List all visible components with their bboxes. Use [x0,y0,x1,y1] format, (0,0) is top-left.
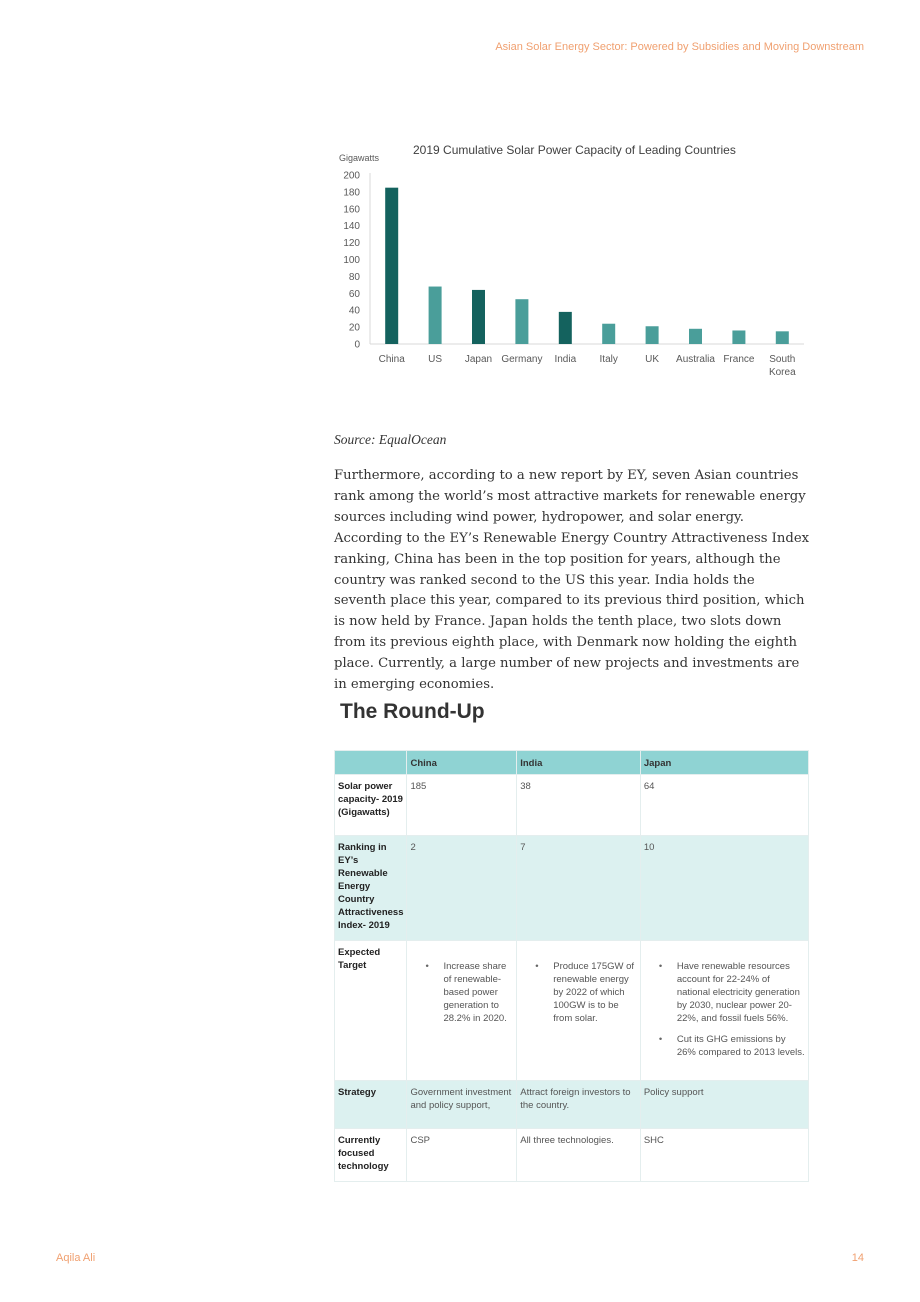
x-tick-label: France [723,354,755,365]
table-header-row [335,751,809,775]
table-row [335,775,809,836]
table-cell: All three technologies. [517,1129,641,1182]
x-tick-label: Japan [464,354,493,365]
y-tick-label: 140 [343,221,360,233]
row-label: Strategy [335,1081,407,1129]
row-label: Solar power capacity- 2019 (Gigawatts) [335,775,407,836]
y-tick-label: 160 [343,204,360,216]
chart-source: Source: EqualOcean [334,432,447,447]
y-tick-label: 80 [348,271,360,283]
bar [646,326,659,344]
table-cell: 2 [407,836,517,941]
list-item: • Cut its GHG emissions by 26% compared to 2013 levels. [677,1033,805,1059]
table-cell [407,941,517,1081]
row-label: Expected Target [335,941,407,1081]
bullet-list [520,960,637,1025]
bar [689,329,702,344]
header-cell-india: India [517,751,641,775]
x-tick-label: Italy [599,354,618,365]
section-heading: The Round-Up [340,700,485,723]
table-cell: 64 [640,775,808,836]
table-row [335,1081,809,1129]
y-tick-label: 200 [343,170,360,182]
chart-title: 2019 Cumulative Solar Power Capacity of Leading Countries [413,143,736,157]
row-label: Currently focused technology [335,1129,407,1182]
x-tick-label: India [554,354,577,365]
body-paragraph: Furthermore, according to a new report by EY, seven Asian countries rank among the world’s most attractive markets for renewable energy sources including wind power, hydropower, and solar energy. According to the EY’s Renewable Energy Country Attractiveness Index ranking, China has been in the top position for years, although the country was ranked second to the US this year. India holds the seventh place this year, compared to its previous third position, which is now held by France. Japan holds the tenth place, two slots down from its previous eighth place, with Denmark now holding the eighth place. Currently, a large number of new projects and investments are in emerging economies. [334,468,810,693]
bar-chart [334,138,804,388]
footer-author: Aqila Ali [56,1252,96,1264]
x-tick-label: Germany [501,354,543,365]
table-cell [640,941,808,1081]
bar [515,299,528,344]
bar [472,290,485,344]
table-cell: 185 [407,775,517,836]
list-item: • Produce 175GW of renewable energy by 2022 of which 100GW is to be from solar. [553,960,637,1025]
bar [776,331,789,344]
table-cell: SHC [640,1129,808,1182]
table-cell: 10 [640,836,808,941]
y-tick-label: 40 [348,305,360,317]
y-axis-label: Gigawatts [339,153,380,163]
header-cell-japan: Japan [640,751,808,775]
table-cell: CSP [407,1129,517,1182]
header-cell-china: China [407,751,517,775]
page-number: 14 [851,1252,864,1264]
bar [602,324,615,344]
roundup-table [334,750,809,1182]
y-tick-label: 100 [343,255,360,266]
running-header: Asian Solar Energy Sector: Powered by Subsidies and Moving Downstream [495,41,864,53]
table-row [335,1129,809,1182]
y-tick-label: 0 [354,339,360,351]
row-label: Ranking in EY’s Renewable Energy Country Attractiveness Index- 2019 [335,836,407,941]
bar [559,312,572,344]
table-cell: Attract foreign investors to the country. [517,1081,641,1129]
y-tick-label: 20 [348,322,360,334]
y-tick-label: 180 [343,187,360,199]
bar [385,188,398,344]
header-cell [335,751,407,775]
y-tick-label: 60 [348,288,360,300]
list-item: • Increase share of renewable-based power generation to 28.2% in 2020. [443,960,513,1025]
x-tick-label: South Korea [768,354,796,378]
bullet-list [410,960,513,1025]
table-cell: 38 [517,775,641,836]
table-cell: Policy support [640,1081,808,1129]
x-tick-label: US [428,354,443,365]
bar [429,287,442,344]
table-row [335,941,809,1081]
x-tick-label: UK [645,354,660,365]
y-tick-label: 120 [343,238,360,250]
table-cell [517,941,641,1081]
chart-svg [334,138,804,388]
table-cell: 7 [517,836,641,941]
bullet-list [644,960,805,1059]
table-row [335,836,809,941]
bar [732,330,745,344]
table-cell: Government investment and policy support, [407,1081,517,1129]
x-tick-label: China [378,354,405,365]
x-tick-label: Australia [676,354,715,365]
list-item: • Have renewable resources account for 22-24% of national electricity generation by 2030, nuclear power 20-22%, and fossil fuels 56%. [677,960,805,1025]
